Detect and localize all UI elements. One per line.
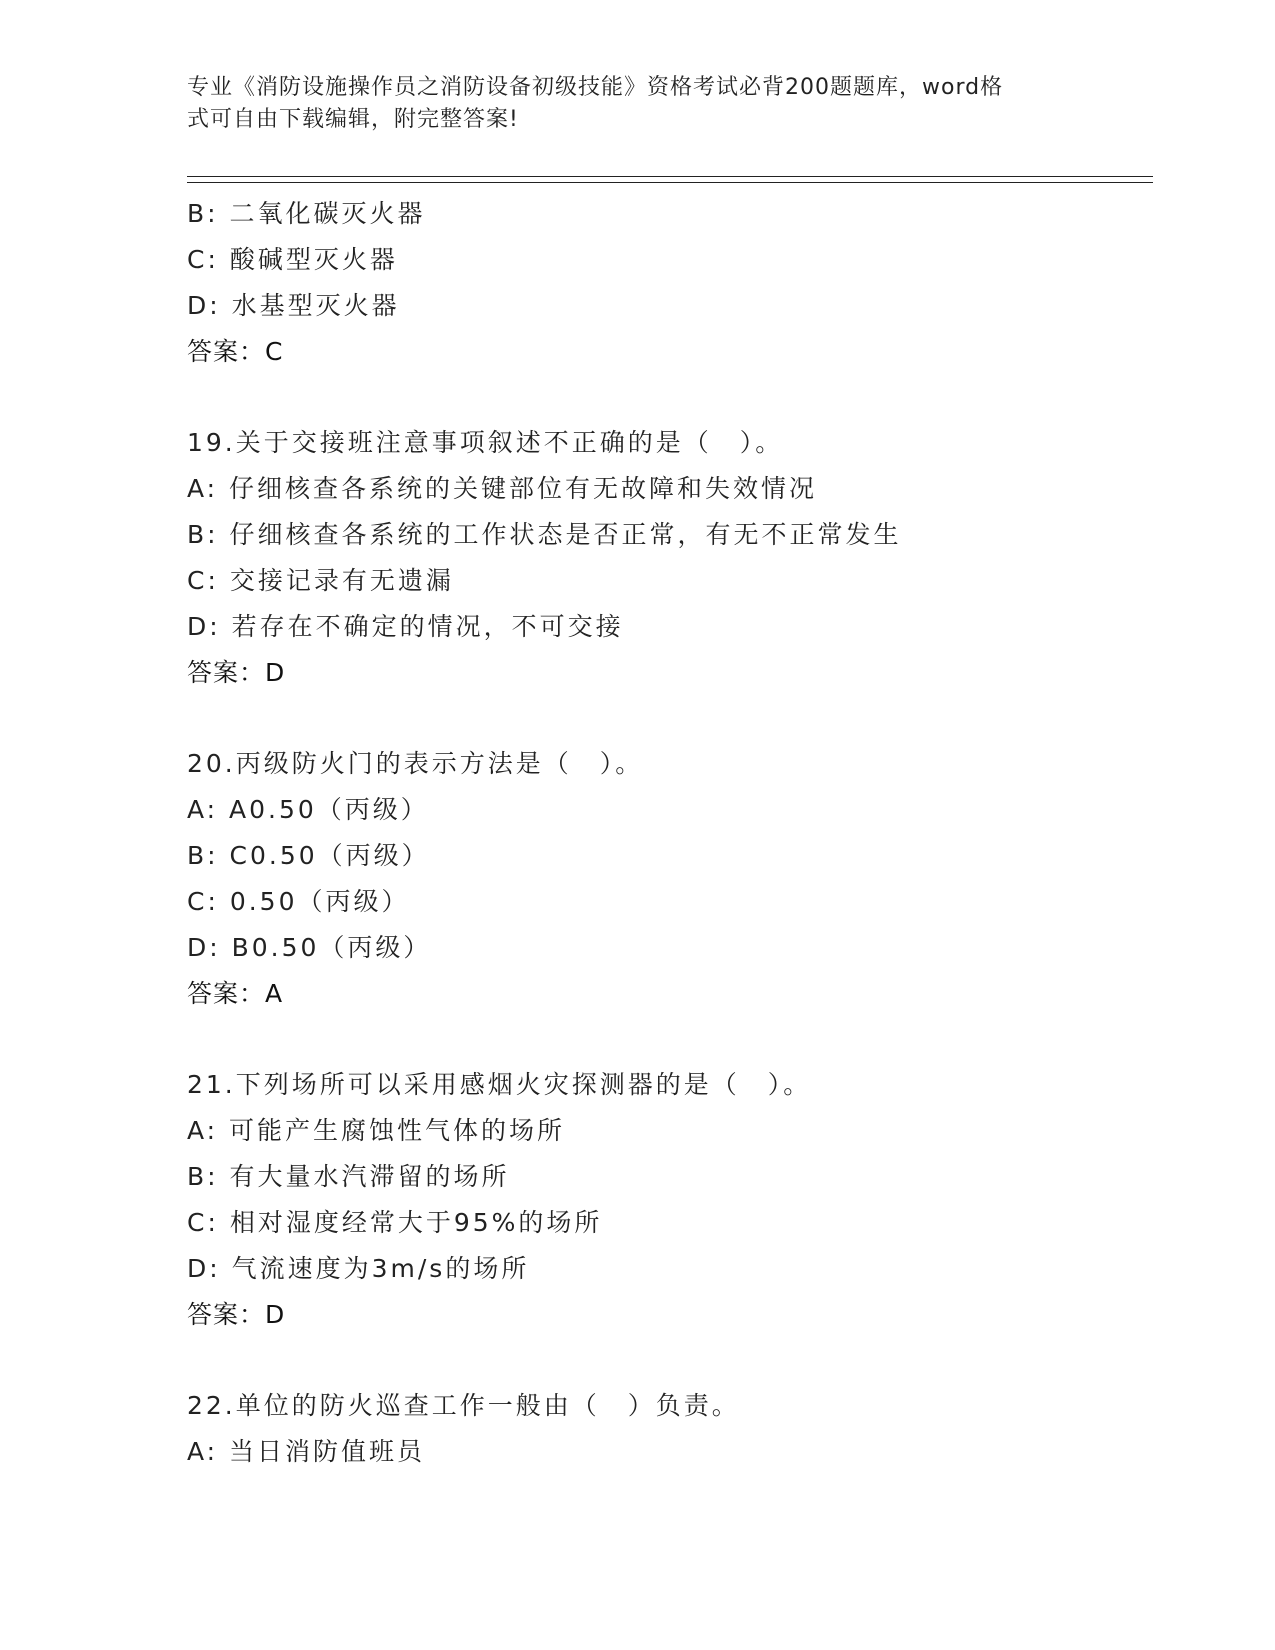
option-a: A: 当日消防值班员	[187, 1437, 426, 1466]
question-18-continued	[187, 191, 1147, 375]
option-c: C: 0.50（丙级）	[187, 887, 410, 916]
question-stem: 21.下列场所可以采用感烟火灾探测器的是（ ）。	[187, 1070, 812, 1099]
answer: 答案：C	[187, 337, 284, 366]
header-line-1: 专业《消防设施操作员之消防设备初级技能》资格考试必背200题题库，word格	[187, 75, 1004, 100]
question-22	[187, 1383, 1147, 1475]
question-stem: 19.关于交接班注意事项叙述不正确的是（ ）。	[187, 428, 784, 457]
header-divider-top	[187, 176, 1153, 177]
option-b: B: C0.50（丙级）	[187, 841, 430, 870]
header-line-2: 式可自由下载编辑，附完整答案!	[187, 107, 519, 132]
answer: 答案：A	[187, 979, 284, 1008]
option-d: D: 水基型灭火器	[187, 291, 400, 320]
question-stem: 20.丙级防火门的表示方法是（ ）。	[187, 749, 644, 778]
answer: 答案：D	[187, 658, 286, 687]
option-c: C: 交接记录有无遗漏	[187, 566, 454, 595]
document-header	[187, 72, 1067, 136]
spacer	[187, 696, 1147, 741]
answer: 答案：D	[187, 1300, 286, 1329]
header-divider-bottom	[187, 182, 1153, 183]
option-c: C: 相对湿度经常大于95%的场所	[187, 1208, 603, 1237]
question-20	[187, 741, 1147, 1017]
option-b: B: 二氧化碳灭火器	[187, 199, 426, 228]
option-b: B: 仔细核查各系统的工作状态是否正常，有无不正常发生	[187, 520, 902, 549]
question-19	[187, 420, 1147, 696]
option-a: A: 可能产生腐蚀性气体的场所	[187, 1116, 566, 1145]
option-c: C: 酸碱型灭火器	[187, 245, 398, 274]
option-a: A: A0.50（丙级）	[187, 795, 429, 824]
spacer	[187, 1017, 1147, 1062]
question-21	[187, 1062, 1147, 1338]
option-b: B: 有大量水汽滞留的场所	[187, 1162, 510, 1191]
option-d: D: 气流速度为3m/s的场所	[187, 1254, 530, 1283]
option-a: A: 仔细核查各系统的关键部位有无故障和失效情况	[187, 474, 818, 503]
spacer	[187, 1338, 1147, 1383]
option-d: D: B0.50（丙级）	[187, 933, 432, 962]
spacer	[187, 375, 1147, 420]
question-stem: 22.单位的防火巡查工作一般由（ ）负责。	[187, 1391, 740, 1420]
option-d: D: 若存在不确定的情况，不可交接	[187, 612, 624, 641]
question-list	[187, 191, 1147, 1475]
